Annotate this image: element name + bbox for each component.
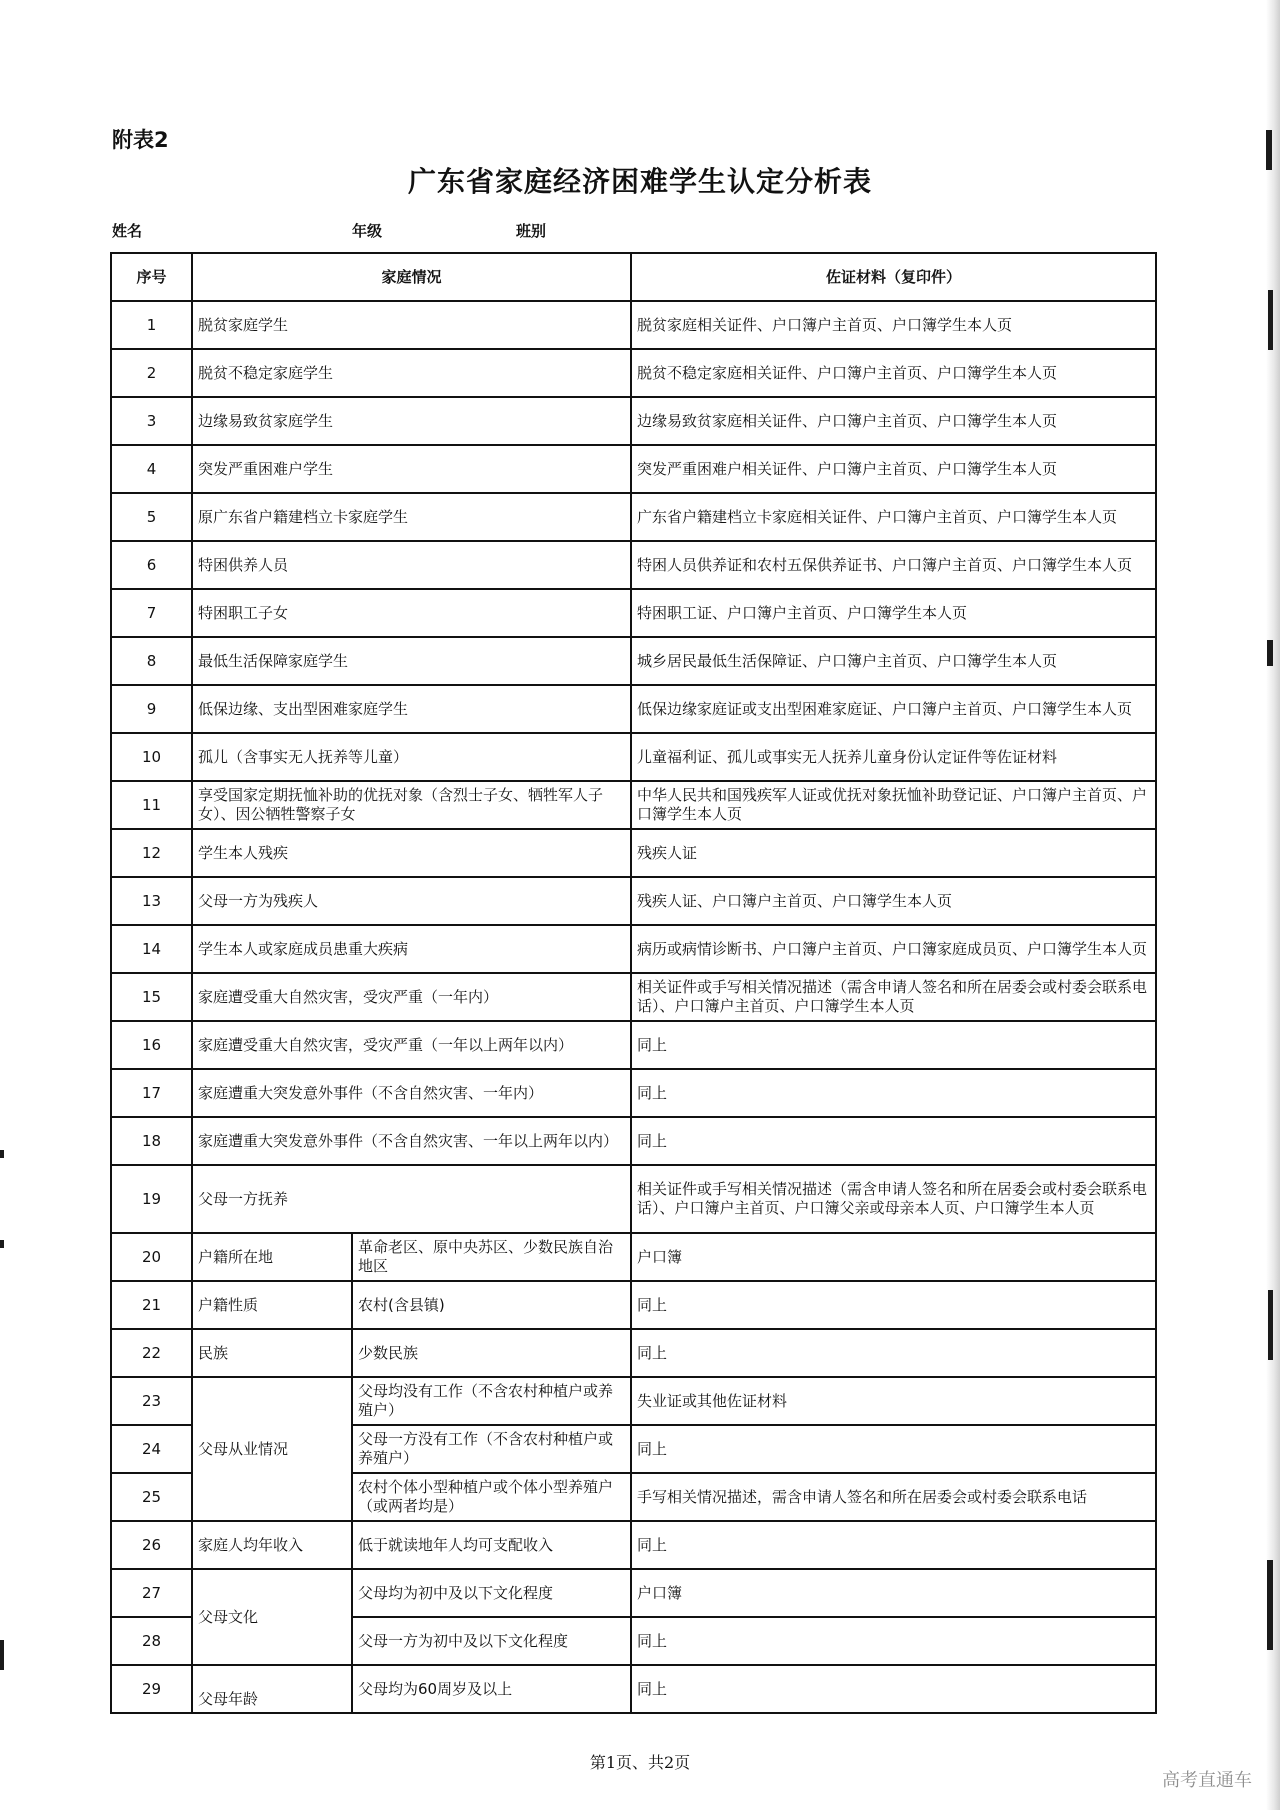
row-number: 10 bbox=[111, 733, 192, 781]
row-situation: 家庭遭重大突发意外事件（不含自然灾害、一年内） bbox=[192, 1069, 631, 1117]
row-situation: 学生本人或家庭成员患重大疾病 bbox=[192, 925, 631, 973]
row-evidence: 残疾人证 bbox=[631, 829, 1156, 877]
row-situation: 特困供养人员 bbox=[192, 541, 631, 589]
table-row bbox=[111, 973, 1156, 1021]
row-evidence: 中华人民共和国残疾军人证或优抚对象抚恤补助登记证、户口簿户主首页、户口簿学生本人页 bbox=[631, 781, 1156, 829]
name-field-label: 姓名 bbox=[112, 222, 143, 240]
row-number: 26 bbox=[111, 1521, 192, 1569]
row-number: 20 bbox=[111, 1233, 192, 1281]
watermark: 高考直通车 bbox=[1162, 1770, 1252, 1791]
row-number: 3 bbox=[111, 397, 192, 445]
table-row bbox=[111, 301, 1156, 349]
analysis-table bbox=[110, 252, 1157, 1714]
row-evidence: 病历或病情诊断书、户口簿户主首页、户口簿家庭成员页、户口簿学生本人页 bbox=[631, 925, 1156, 973]
row-condition: 父母一方没有工作（不含农村种植户或养殖户） bbox=[352, 1425, 631, 1473]
row-condition: 低于就读地年人均可支配收入 bbox=[352, 1521, 631, 1569]
table-row bbox=[111, 1117, 1156, 1165]
attachment-label: 附表2 bbox=[112, 128, 169, 152]
row-evidence: 特困职工证、户口簿户主首页、户口簿学生本人页 bbox=[631, 589, 1156, 637]
row-evidence: 同上 bbox=[631, 1521, 1156, 1569]
table-row bbox=[111, 589, 1156, 637]
row-category: 民族 bbox=[192, 1329, 352, 1377]
row-situation: 原广东省户籍建档立卡家庭学生 bbox=[192, 493, 631, 541]
row-category: 父母从业情况 bbox=[192, 1377, 352, 1521]
class-field-label: 班别 bbox=[516, 222, 547, 240]
row-evidence: 同上 bbox=[631, 1117, 1156, 1165]
row-evidence: 广东省户籍建档立卡家庭相关证件、户口簿户主首页、户口簿学生本人页 bbox=[631, 493, 1156, 541]
row-category: 父母年龄 bbox=[192, 1665, 352, 1713]
row-situation: 脱贫不稳定家庭学生 bbox=[192, 349, 631, 397]
scan-edge-shadow bbox=[1266, 0, 1280, 1810]
row-situation: 特困职工子女 bbox=[192, 589, 631, 637]
table-row bbox=[111, 445, 1156, 493]
row-evidence: 同上 bbox=[631, 1617, 1156, 1665]
row-situation: 低保边缘、支出型困难家庭学生 bbox=[192, 685, 631, 733]
row-number: 7 bbox=[111, 589, 192, 637]
row-evidence: 同上 bbox=[631, 1425, 1156, 1473]
row-condition: 父母均为初中及以下文化程度 bbox=[352, 1569, 631, 1617]
row-number: 8 bbox=[111, 637, 192, 685]
row-situation: 孤儿（含事实无人抚养等儿童） bbox=[192, 733, 631, 781]
row-number: 16 bbox=[111, 1021, 192, 1069]
row-condition: 革命老区、原中央苏区、少数民族自治地区 bbox=[352, 1233, 631, 1281]
row-situation: 最低生活保障家庭学生 bbox=[192, 637, 631, 685]
row-evidence: 同上 bbox=[631, 1329, 1156, 1377]
student-info-fields bbox=[0, 220, 1280, 244]
row-number: 25 bbox=[111, 1473, 192, 1521]
row-evidence: 脱贫不稳定家庭相关证件、户口簿户主首页、户口簿学生本人页 bbox=[631, 349, 1156, 397]
scan-mark bbox=[1268, 290, 1273, 350]
table-row bbox=[111, 1233, 1156, 1281]
row-number: 5 bbox=[111, 493, 192, 541]
scan-mark bbox=[0, 1150, 4, 1158]
scan-mark bbox=[1268, 1290, 1273, 1360]
table-row bbox=[111, 781, 1156, 829]
row-evidence: 手写相关情况描述，需含申请人签名和所在居委会或村委会联系电话 bbox=[631, 1473, 1156, 1521]
table-row bbox=[111, 1021, 1156, 1069]
row-evidence: 同上 bbox=[631, 1021, 1156, 1069]
row-number: 29 bbox=[111, 1665, 192, 1713]
row-number: 22 bbox=[111, 1329, 192, 1377]
row-situation: 享受国家定期抚恤补助的优抚对象（含烈士子女、牺牲军人子女）、因公牺牲警察子女 bbox=[192, 781, 631, 829]
row-evidence: 户口簿 bbox=[631, 1233, 1156, 1281]
table-row bbox=[111, 637, 1156, 685]
row-number: 6 bbox=[111, 541, 192, 589]
scan-mark bbox=[1267, 640, 1273, 666]
row-condition: 父母均没有工作（不含农村种植户或养殖户） bbox=[352, 1377, 631, 1425]
table-row bbox=[111, 877, 1156, 925]
page-number: 第1页、共2页 bbox=[589, 1753, 691, 1772]
row-number: 12 bbox=[111, 829, 192, 877]
row-situation: 脱贫家庭学生 bbox=[192, 301, 631, 349]
row-number: 2 bbox=[111, 349, 192, 397]
row-situation: 家庭遭受重大自然灾害，受灾严重（一年内） bbox=[192, 973, 631, 1021]
row-condition: 父母一方为初中及以下文化程度 bbox=[352, 1617, 631, 1665]
row-category: 户籍性质 bbox=[192, 1281, 352, 1329]
grade-field-label: 年级 bbox=[352, 222, 383, 240]
row-number: 28 bbox=[111, 1617, 192, 1665]
row-evidence: 同上 bbox=[631, 1281, 1156, 1329]
table-row bbox=[111, 685, 1156, 733]
row-evidence: 脱贫家庭相关证件、户口簿户主首页、户口簿学生本人页 bbox=[631, 301, 1156, 349]
row-condition: 父母均为60周岁及以上 bbox=[352, 1665, 631, 1713]
row-number: 11 bbox=[111, 781, 192, 829]
table-row bbox=[111, 1165, 1156, 1233]
scan-mark bbox=[0, 1240, 4, 1248]
column-header-number: 序号 bbox=[111, 253, 192, 301]
row-situation: 突发严重困难户学生 bbox=[192, 445, 631, 493]
row-evidence: 儿童福利证、孤儿或事实无人抚养儿童身份认定证件等佐证材料 bbox=[631, 733, 1156, 781]
table-row bbox=[111, 1569, 1156, 1617]
row-category: 父母文化 bbox=[192, 1569, 352, 1665]
table-row bbox=[111, 541, 1156, 589]
row-number: 13 bbox=[111, 877, 192, 925]
table-row bbox=[111, 1521, 1156, 1569]
table-row bbox=[111, 829, 1156, 877]
row-number: 1 bbox=[111, 301, 192, 349]
row-evidence: 突发严重困难户相关证件、户口簿户主首页、户口簿学生本人页 bbox=[631, 445, 1156, 493]
row-evidence: 低保边缘家庭证或支出型困难家庭证、户口簿户主首页、户口簿学生本人页 bbox=[631, 685, 1156, 733]
row-situation: 父母一方抚养 bbox=[192, 1165, 631, 1233]
table-row bbox=[111, 1069, 1156, 1117]
row-evidence: 失业证或其他佐证材料 bbox=[631, 1377, 1156, 1425]
row-number: 9 bbox=[111, 685, 192, 733]
row-condition: 少数民族 bbox=[352, 1329, 631, 1377]
table-row bbox=[111, 925, 1156, 973]
row-number: 18 bbox=[111, 1117, 192, 1165]
row-situation: 家庭遭受重大自然灾害，受灾严重（一年以上两年以内） bbox=[192, 1021, 631, 1069]
row-evidence: 特困人员供养证和农村五保供养证书、户口簿户主首页、户口簿学生本人页 bbox=[631, 541, 1156, 589]
row-number: 17 bbox=[111, 1069, 192, 1117]
row-situation: 家庭遭重大突发意外事件（不含自然灾害、一年以上两年以内） bbox=[192, 1117, 631, 1165]
row-evidence: 同上 bbox=[631, 1069, 1156, 1117]
table-row bbox=[111, 733, 1156, 781]
row-condition: 农村(含县镇) bbox=[352, 1281, 631, 1329]
table-row bbox=[111, 1665, 1156, 1713]
row-number: 27 bbox=[111, 1569, 192, 1617]
row-situation: 父母一方为残疾人 bbox=[192, 877, 631, 925]
row-evidence: 同上 bbox=[631, 1665, 1156, 1713]
document-title: 广东省家庭经济困难学生认定分析表 bbox=[407, 165, 872, 198]
row-number: 15 bbox=[111, 973, 192, 1021]
table-row bbox=[111, 1377, 1156, 1425]
row-evidence: 边缘易致贫家庭相关证件、户口簿户主首页、户口簿学生本人页 bbox=[631, 397, 1156, 445]
row-number: 14 bbox=[111, 925, 192, 973]
row-condition: 农村个体小型种植户或个体小型养殖户（或两者均是） bbox=[352, 1473, 631, 1521]
scan-mark bbox=[0, 1640, 4, 1670]
row-evidence: 相关证件或手写相关情况描述（需含申请人签名和所在居委会或村委会联系电话）、户口簿户主首页、户口簿学生本人页 bbox=[631, 973, 1156, 1021]
table-row bbox=[111, 493, 1156, 541]
table-header-row bbox=[111, 253, 1156, 301]
row-number: 4 bbox=[111, 445, 192, 493]
row-situation: 学生本人残疾 bbox=[192, 829, 631, 877]
table-row bbox=[111, 1329, 1156, 1377]
table-row bbox=[111, 349, 1156, 397]
table-row bbox=[111, 1281, 1156, 1329]
row-number: 24 bbox=[111, 1425, 192, 1473]
row-category: 家庭人均年收入 bbox=[192, 1521, 352, 1569]
row-number: 23 bbox=[111, 1377, 192, 1425]
row-number: 19 bbox=[111, 1165, 192, 1233]
scan-mark bbox=[1267, 1560, 1273, 1650]
row-evidence: 残疾人证、户口簿户主首页、户口簿学生本人页 bbox=[631, 877, 1156, 925]
row-evidence: 城乡居民最低生活保障证、户口簿户主首页、户口簿学生本人页 bbox=[631, 637, 1156, 685]
column-header-situation: 家庭情况 bbox=[192, 253, 631, 301]
row-category: 户籍所在地 bbox=[192, 1233, 352, 1281]
row-evidence: 相关证件或手写相关情况描述（需含申请人签名和所在居委会或村委会联系电话）、户口簿户主首页、户口簿父亲或母亲本人页、户口簿学生本人页 bbox=[631, 1165, 1156, 1233]
table-row bbox=[111, 397, 1156, 445]
row-number: 21 bbox=[111, 1281, 192, 1329]
row-situation: 边缘易致贫家庭学生 bbox=[192, 397, 631, 445]
column-header-evidence: 佐证材料（复印件） bbox=[631, 253, 1156, 301]
row-evidence: 户口簿 bbox=[631, 1569, 1156, 1617]
